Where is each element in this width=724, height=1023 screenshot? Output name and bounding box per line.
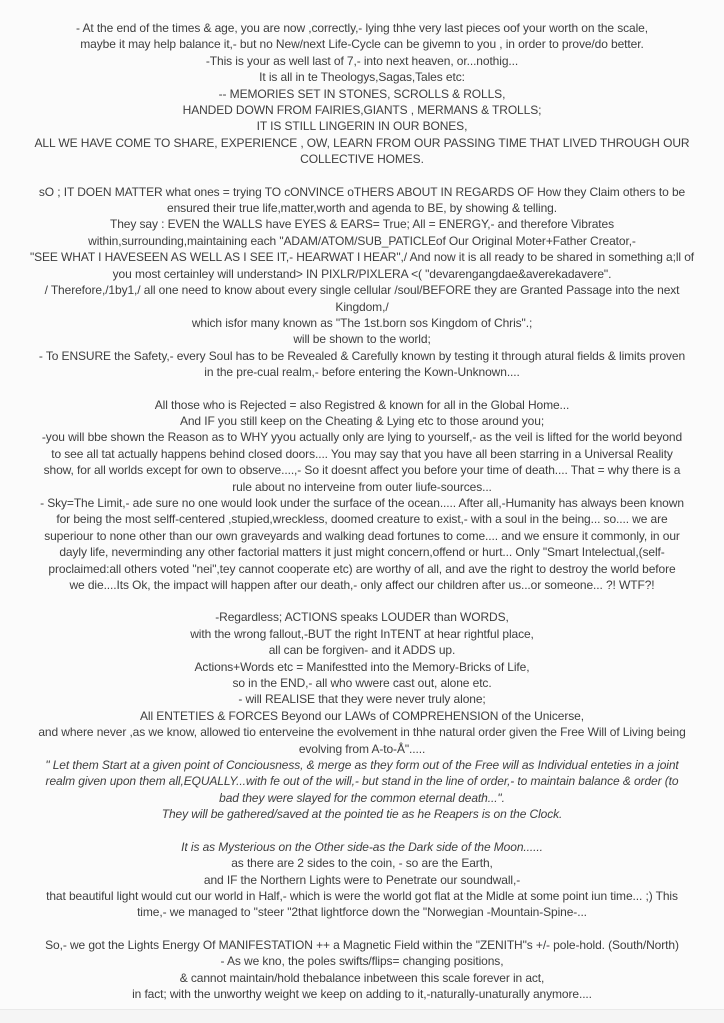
text-line: - At the end of the times & age, you are now ,correctly,- lying thhe very last pieces oof your worth on the scale, — [75, 21, 648, 35]
text-line: It is all in te Theologys,Sagas,Tales etc: — [259, 70, 465, 85]
text-line: sO ; IT DOEN MATTER what ones = trying TO cONVINCE oTHERS ABOUT IN REGARDS OF How they Claim others to be — [38, 184, 686, 199]
text-line: we die....Its Ok, the impact will happen after our death,- only affect our children after us...or someone... ?! WTF?! — [69, 578, 655, 592]
text-line: to see all tat actually happens behind closed doors.... You may say that you have all been starring in a Universal Reality — [51, 446, 673, 461]
text-line: - To ENSURE the Safety,- every Soul has to be Revealed & Carefully known by testing it through atural fields & limits proven — [38, 348, 686, 363]
text-line: So,- we got the Lights Energy Of MANIFESTATION ++ a Magnetic Field within the "ZENITH"s +/- pole-hold. (South/North) — [45, 937, 679, 952]
text-line: - will REALISE that they were never truly alone; — [238, 692, 486, 707]
text-line: ALL WE HAVE COME TO SHARE, EXPERIENCE , OW, LEARN FROM OUR PASSING TIME THAT LIVED THROUGH OUR — [34, 135, 690, 150]
bottom-edge-strip — [0, 1009, 724, 1023]
text-line: "SEE WHAT I HAVESEEN AS WELL AS I SEE IT,- HEARWAT I HEAR",/ And now it is all ready to be shared in something a;ll of — [29, 250, 695, 265]
text-line: with the wrong fallout,-BUT the right InTENT at hear rightful place, — [190, 626, 534, 641]
text-line: superiour to none other than our own graveyards and walking dead fortunes to come.... and we ensure it commonly, in our — [44, 528, 680, 543]
paragraph-two-sides-coin — [10, 855, 714, 921]
text-line: all can be forgiven- and it ADDS up. — [268, 643, 456, 658]
text-line: They say : EVEN the WALLS have EYES & EARS= True; All = ENERGY,- and therefore Vibrates — [110, 217, 614, 232]
paragraph-regardless-actions — [10, 609, 714, 757]
text-line: IT IS STILL LINGERIN IN OUR BONES, — [256, 119, 468, 134]
text-line: " Let them Start at a given point of Conciousness, & merge as they form out of the Free will as Individual enteties in a joint — [45, 758, 679, 773]
text-line: -you will bbe shown the Reason as to WHY yyou actually only are lying to yourself,- as the veil is lifted for the world beyond — [41, 430, 683, 445]
text-line: proclaimed:all others voted "nei",tey cannot cooperate etc) are worthy of all, and ave the right to destroy the world before — [48, 561, 676, 576]
paragraph-rejected-registered — [10, 397, 714, 594]
text-line: for being the most selff-centered ,stupied,wreckless, doomed creature to exist,- with a soul in the being... so.... we are — [56, 512, 668, 527]
text-line: so in the END,- all who wwere cast out, alone etc. — [232, 676, 492, 691]
text-line: / Therefore,/1by1,/ all one need to know about every single cellular /soul/BEFORE they are Granted Passage into the next — [44, 283, 680, 298]
text-line: show, for all worlds except for own to observe....,- So it doesnt affect you before your time of death.... That = why there is a — [43, 463, 681, 478]
text-line: -- MEMORIES SET IN STONES, SCROLLS & ROLLS, — [218, 86, 506, 101]
text-line: - As we kno, the poles swifts/flips= changing positions, — [220, 954, 504, 969]
text-line: which isfor many known as "The 1st.born sos Kingdom of Chris".; — [191, 315, 533, 330]
text-line: - Sky=The Limit,- ade sure no one would look under the surface of the ocean..... After all,-Humanity has always been known — [40, 495, 684, 510]
paragraph-let-them-start-quote — [10, 757, 714, 823]
text-line: All those who is Rejected = also Registred & known for all in the Global Home... — [154, 397, 570, 412]
text-line: in the pre-cual realm,- before entering the Kown-Unknown.... — [204, 365, 520, 380]
text-line: -This is your as well last of 7,- into next heaven, or...nothig... — [205, 53, 519, 68]
text-line: time,- we managed to "steer "2that lightforce down the "Norwegian -Mountain-Spine-... — [137, 905, 587, 920]
text-line: & cannot maintain/hold thebalance inbetween this scale forever in act, — [179, 970, 545, 985]
text-line: evolving from A-to-Å"..... — [298, 741, 426, 756]
text-line: Actions+Words etc = Manifestted into the Memory-Bricks of Life, — [194, 659, 530, 674]
text-line: HANDED DOWN FROM FAIRIES,GIANTS , MERMANS & TROLLS; — [182, 103, 542, 118]
text-line: in fact; with the unworthy weight we keep on adding to it,-naturally-unaturally anymore.... — [132, 986, 592, 1001]
text-line: as there are 2 sides to the coin, - so are the Earth, — [231, 856, 493, 871]
text-line: that beautiful light would cut our world in Half,- which is were the world got flat at the Midle at some point iun time... ;) This — [46, 888, 678, 903]
paragraph-mysterious-other-side — [10, 839, 714, 855]
paragraph-it-doesnt-matter — [10, 184, 714, 381]
text-line: dayly life, neverminding any other factorial matters it just might concern,offend or hurt... Only "Smart Intelectual,(self- — [59, 545, 665, 560]
text-line: They will be gathered/saved at the pointed tie as he Reapers is on the Clock. — [161, 807, 563, 822]
text-line: bad they were slayed for the common eternal death...". — [219, 790, 505, 805]
paragraph-end-of-times — [10, 20, 714, 168]
text-line: ensured their true life,matter,worth and agenda to BE, by showing & telling. — [167, 201, 557, 216]
text-line: It is as Mysterious on the Other side-as the Dark side of the Moon...... — [181, 839, 543, 854]
text-line: And IF you still keep on the Cheating & Lying etc to those around you; — [179, 413, 545, 428]
text-line: will be shown to the world; — [293, 332, 431, 347]
text-line: you most certainley will understand> IN PIXLR/PIXLERA <( "devarengangdae&averekadavere". — [112, 266, 612, 281]
text-line: -Regardless; ACTIONS speaks LOUDER than WORDS, — [215, 610, 509, 625]
paragraph-zenith-pole-hold — [10, 937, 714, 1003]
text-line: Kingdom,/ — [335, 299, 389, 314]
text-line: and IF the Northern Lights were to Penetrate our soundwall,- — [203, 872, 521, 887]
text-line: realm given upon them all,EQUALLY...with fe out of the will,- but stand in the line of order,- to maintain balance & order (to — [45, 774, 679, 789]
text-line: and where never ,as we know, allowed tio enterveine the evolvement in thhe natural order given the Free Will of Living being — [38, 725, 686, 740]
text-line: maybe it may help balance it,- but no New/next Life-Cycle can be givemn to you , in order to prove/do better. — [80, 37, 644, 52]
text-line: COLLECTIVE HOMES. — [300, 152, 424, 167]
text-line: All ENTETIES & FORCES Beyond our LAWs of COMPREHENSION of the Unicerse, — [140, 708, 584, 723]
text-line: rule about no interveine from outer liufe-sources... — [232, 479, 492, 494]
text-line: within,surrounding,maintaining each "ADAM/ATOM/SUB_PATICLEof Our Original Moter+Father Creator,- — [88, 233, 636, 248]
